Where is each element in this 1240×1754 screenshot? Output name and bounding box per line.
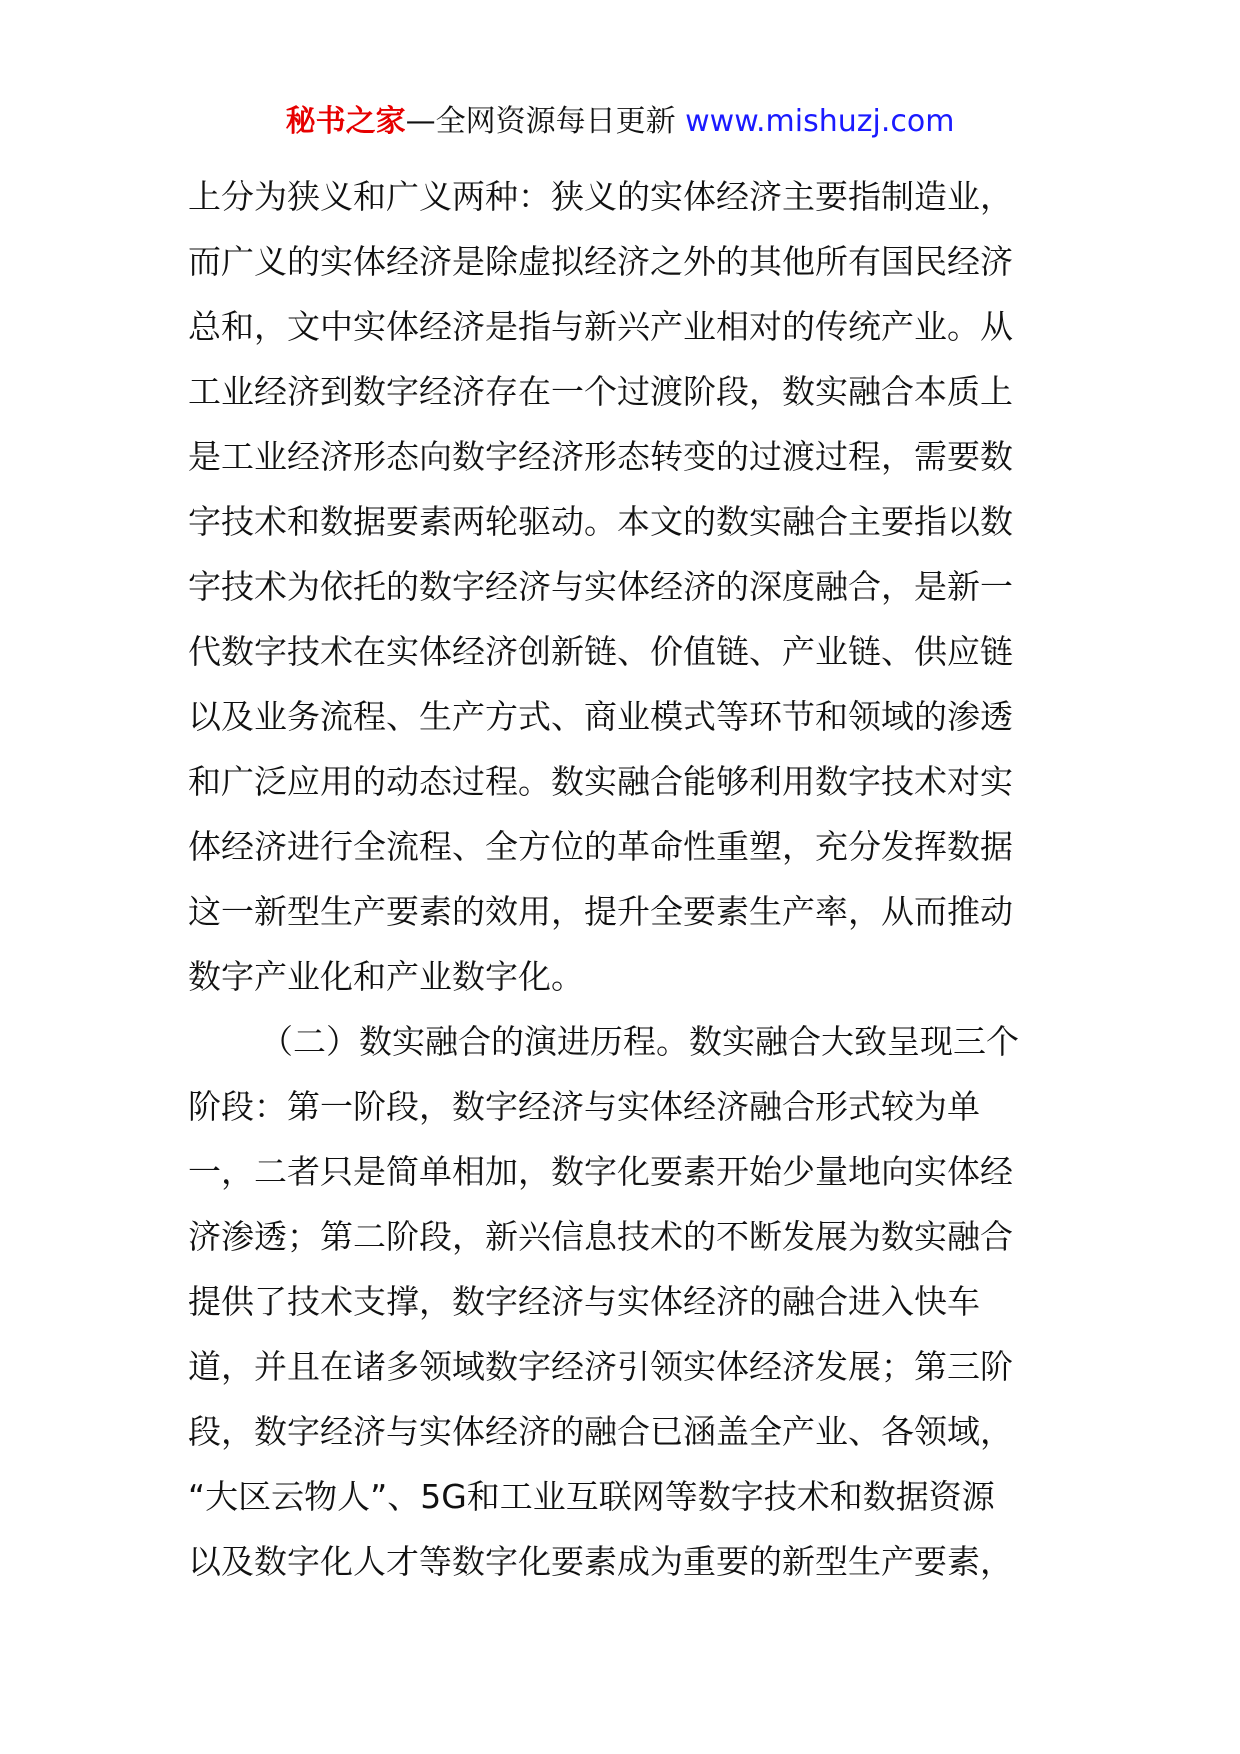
body-line: 提供了技术支撑，数字经济与实体经济的融合进入快车 <box>188 1282 980 1321</box>
body-line: 总和，文中实体经济是指与新兴产业相对的传统产业。从 <box>188 307 1013 346</box>
body-line: 体经济进行全流程、全方位的革命性重塑，充分发挥数据 <box>188 827 1013 866</box>
header-tagline: —全网资源每日更新 <box>405 104 676 139</box>
body-line: 这一新型生产要素的效用，提升全要素生产率，从而推动 <box>188 892 1013 931</box>
body-line: 道，并且在诸多领域数字经济引领实体经济发展；第三阶 <box>188 1347 1013 1386</box>
body-line: 以及业务流程、生产方式、商业模式等环节和领域的渗透 <box>188 697 1013 736</box>
site-url-link[interactable]: www.mishuzj.com <box>685 104 955 139</box>
body-line: 段，数字经济与实体经济的融合已涵盖全产业、各领域， <box>188 1412 1013 1451</box>
site-header <box>0 102 1240 142</box>
body-line: 代数字技术在实体经济创新链、价值链、产业链、供应链 <box>188 632 1013 671</box>
section-heading-line: （二）数实融合的演进历程。数实融合大致呈现三个 <box>260 1022 1019 1061</box>
body-line: 字技术为依托的数字经济与实体经济的深度融合，是新一 <box>188 567 1013 606</box>
body-line: “大区云物人”、5G和工业互联网等数字技术和数据资源 <box>188 1477 995 1516</box>
body-line: 是工业经济形态向数字经济形态转变的过渡过程，需要数 <box>188 437 1013 476</box>
body-line: 以及数字化人才等数字化要素成为重要的新型生产要素， <box>188 1542 1013 1581</box>
body-line: 和广泛应用的动态过程。数实融合能够利用数字技术对实 <box>188 762 1013 801</box>
body-line: 一，二者只是简单相加，数字化要素开始少量地向实体经 <box>188 1152 1013 1191</box>
body-line: 济渗透；第二阶段，新兴信息技术的不断发展为数实融合 <box>188 1217 1013 1256</box>
body-line: 上分为狭义和广义两种：狭义的实体经济主要指制造业， <box>188 177 1013 216</box>
brand-name: 秘书之家 <box>285 104 406 139</box>
body-line: 阶段：第一阶段，数字经济与实体经济融合形式较为单 <box>188 1087 980 1126</box>
body-line: 字技术和数据要素两轮驱动。本文的数实融合主要指以数 <box>188 502 1013 541</box>
body-line: 而广义的实体经济是除虚拟经济之外的其他所有国民经济 <box>188 242 1013 281</box>
body-line: 数字产业化和产业数字化。 <box>188 957 584 996</box>
body-line: 工业经济到数字经济存在一个过渡阶段，数实融合本质上 <box>188 372 1013 411</box>
document-body <box>188 164 1068 1594</box>
